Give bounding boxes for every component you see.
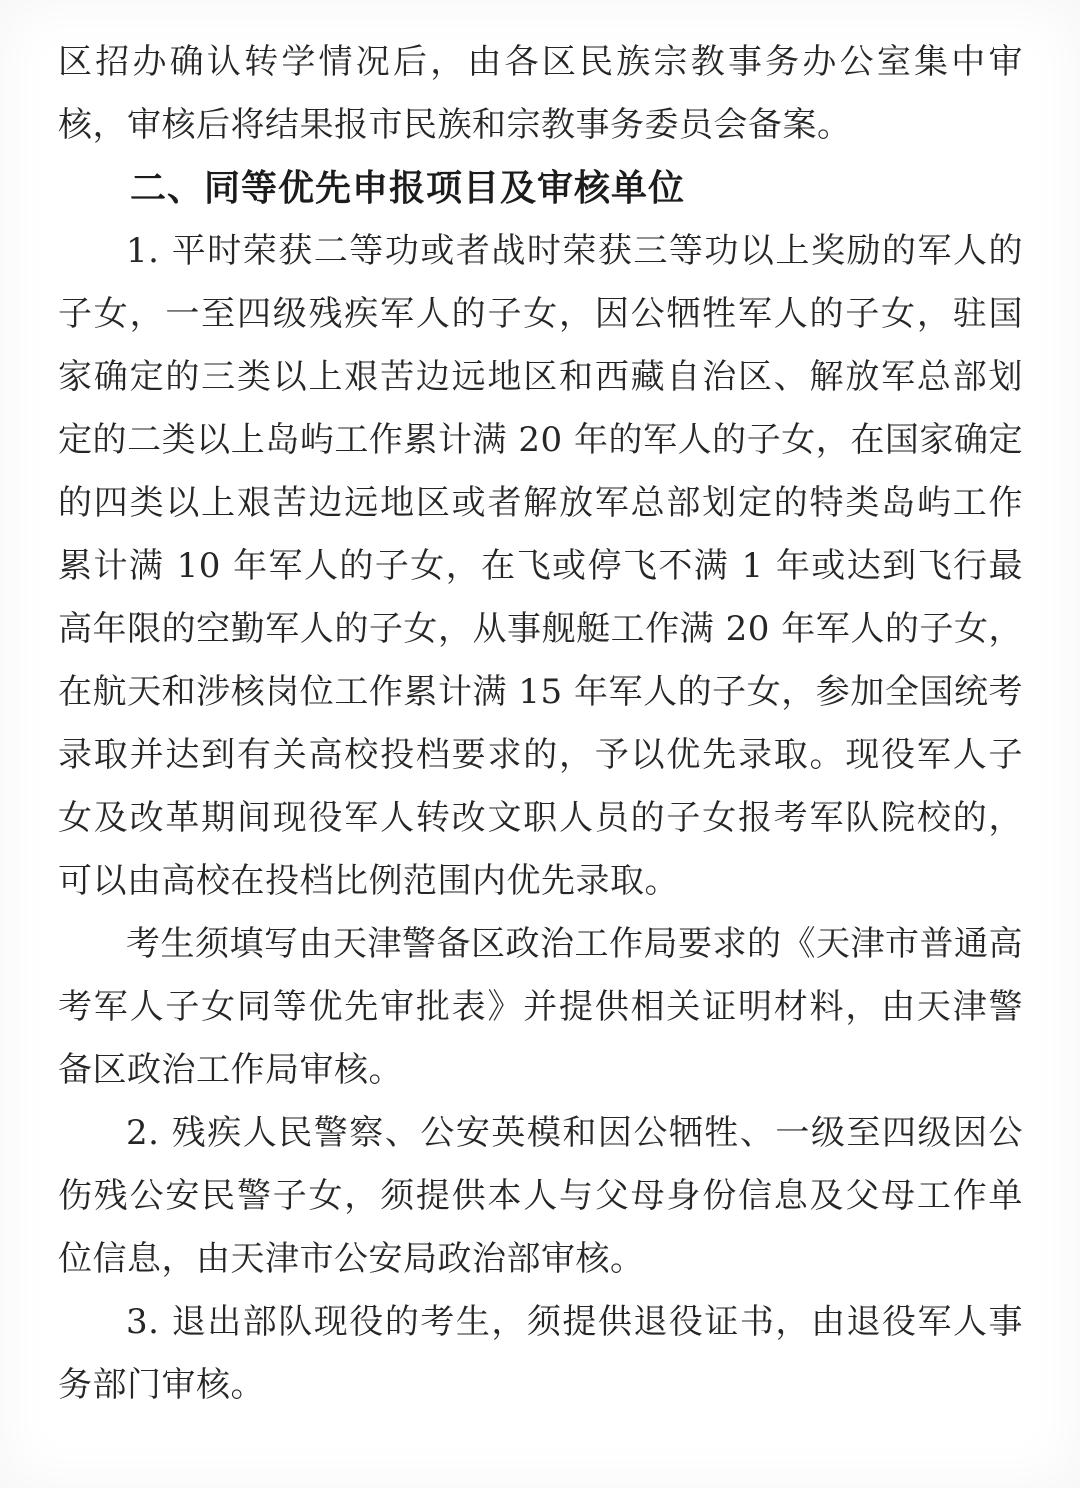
item-3-paragraph: 3. 退出部队现役的考生，须提供退役证书，由退役军人事务部门审核。	[58, 1302, 1023, 1405]
item-2-paragraph: 2. 残疾人民警察、公安英模和因公牺牲、一级至四级因公伤残公安民警子女，须提供本人与父母身份信息及父母工作单位信息，由天津市公安局政治部审核。	[58, 1113, 1023, 1279]
item-1-supplement-paragraph: 考生须填写由天津警备区政治工作局要求的《天津市普通高考军人子女同等优先审批表》并提供相关证明材料，由天津警备区政治工作局审核。	[58, 924, 1023, 1090]
section-heading: 二、同等优先申报项目及审核单位	[130, 168, 686, 209]
document-body	[58, 31, 1023, 1417]
continued-paragraph: 区招办确认转学情况后，由各区民族宗教事务办公室集中审核，审核后将结果报市民族和宗教事务委员会备案。	[58, 42, 1023, 145]
item-1-paragraph: 1. 平时荣获二等功或者战时荣获三等功以上奖励的军人的子女，一至四级残疾军人的子女，因公牺牲军人的子女，驻国家确定的三类以上艰苦边远地区和西藏自治区、解放军总部划定的二类以上岛屿工作累计满 20 年的军人的子女，在国家确定的四类以上艰苦边远地区或者解放军总部划定的特类岛屿工作累计满 10 年军人的子女，在飞或停飞不满 1 年或达到飞行最高年限的空勤军人的子女，从事舰艇工作满 20 年军人的子女，在航天和涉核岗位工作累计满 15 年军人的子女，参加全国统考录取并达到有关高校投档要求的，予以优先录取。现役军人子女及改革期间现役军人转改文职人员的子女报考军队院校的，可以由高校在投档比例范围内优先录取。	[58, 231, 1023, 901]
